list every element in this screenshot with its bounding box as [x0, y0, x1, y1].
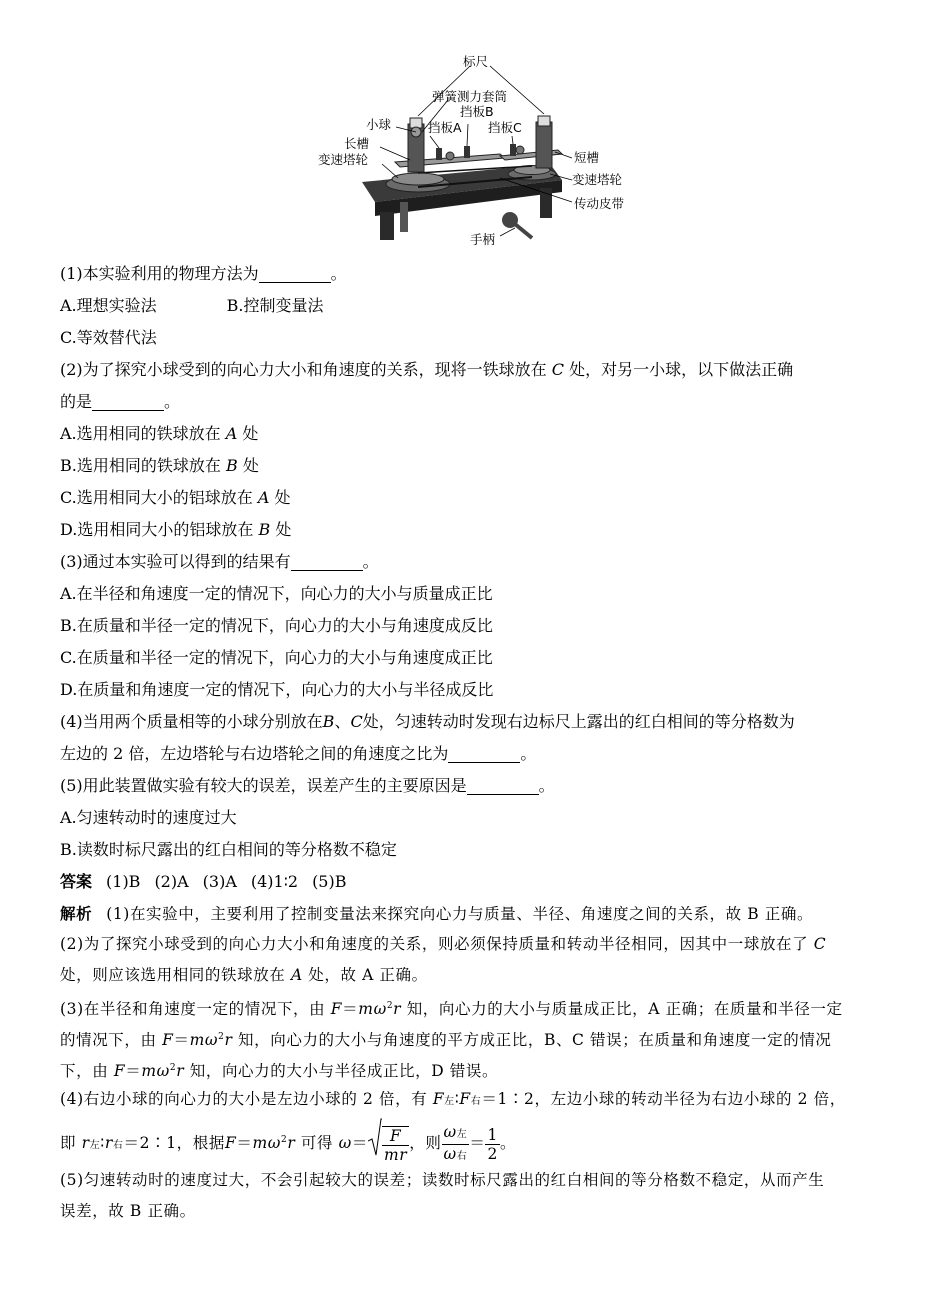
document-body [60, 258, 892, 1227]
q1-option-c: C.等效替代法 [60, 328, 157, 347]
q5-option-a: A.匀速转动时的速度过大 [60, 808, 237, 827]
q3-option-b: B.在质量和半径一定的情况下，向心力的大小与角速度成反比 [60, 616, 493, 635]
q1-stem: (1)本实验利用的物理方法为 。 [60, 264, 347, 283]
q2-option-d: D.选用相同大小的铝球放在 B 处 [60, 520, 292, 539]
q3-stem: (3)通过本实验可以得到的结果有 。 [60, 552, 379, 571]
sqrt-expression: $\frac{F}{mr}$ [368, 1119, 409, 1169]
label-bianshu-left: 变速塔轮 [318, 152, 369, 167]
analysis-p5-cont: 误差，故 B 正确。 [60, 1202, 196, 1220]
analysis-p1: 解析 (1)在实验中，主要利用了控制变量法来探究向心力与质量、半径、角速度之间的关系，故 B 正确。 [60, 904, 814, 923]
analysis-p3-cont2: 下，由 $F=m\omega^2r$ 知，向心力的大小与半径成正比，D 错误。 [60, 1062, 499, 1080]
q2-option-b: B.选用相同的铁球放在 B 处 [60, 456, 259, 475]
label-dangban-c: 挡板C [488, 120, 522, 135]
q4-stem-cont: 左边的 2 倍，左边塔轮与右边塔轮之间的角速度之比为 。 [60, 744, 537, 763]
label-dangban-b: 挡板B [460, 104, 494, 119]
q3-option-c: C.在质量和半径一定的情况下，向心力的大小与角速度成正比 [60, 648, 493, 667]
analysis-p3: (3)在半径和角速度一定的情况下，由 $F=m\omega^2r$ 知，向心力的大小与质量成正比，A 正确；在质量和半径一定 [60, 1000, 843, 1018]
label-duancao: 短槽 [574, 150, 600, 165]
answer-blank [448, 744, 520, 763]
q1-options-ab: A.理想实验法 B.控制变量法 [60, 296, 324, 315]
q2-option-a: A.选用相同的铁球放在 A 处 [60, 424, 259, 443]
label-shoubing: 手柄 [470, 232, 496, 247]
answer-blank [467, 776, 539, 795]
centripetal-force-apparatus-figure [300, 52, 650, 252]
analysis-p2-cont: 处，则应该选用相同的铁球放在 A 处，故 A 正确。 [60, 966, 428, 984]
answer-blank [92, 392, 164, 411]
label-taotong: 弹簧测力套筒 [432, 89, 508, 104]
label-changcao: 长槽 [344, 136, 370, 151]
q2-stem: (2)为了探究小球受到的向心力大小和角速度的关系，现将一铁球放在 C 处，对另一小球，以下做法正确 [60, 360, 794, 379]
q5-option-b: B.读数时标尺露出的红白相间的等分格数不稳定 [60, 840, 397, 859]
answer-line: 答案 (1)B (2)A (3)A (4)1∶2 (5)B [60, 872, 347, 891]
analysis-p3-cont: 的情况下，由 $F=m\omega^2r$ 知，向心力的大小与角速度的平方成正比，B、C 错误；在质量和角速度一定的情况 [60, 1031, 832, 1049]
q3-option-a: A.在半径和角速度一定的情况下，向心力的大小与质量成正比 [60, 584, 493, 603]
q2-stem-cont: 的是 。 [60, 392, 181, 411]
q4-stem: (4)当用两个质量相等的小球分别放在B、C处，匀速转动时发现右边标尺上露出的红白相间的等分格数为 [60, 712, 795, 731]
q2-option-c: C.选用相同大小的铝球放在 A 处 [60, 488, 291, 507]
label-dangban-a: 挡板A [428, 120, 462, 135]
label-pidai: 传动皮带 [574, 196, 625, 211]
q3-option-d: D.在质量和角速度一定的情况下，向心力的大小与半径成反比 [60, 680, 494, 699]
analysis-p2: (2)为了探究小球受到的向心力大小和角速度的关系，则必须保持质量和转动半径相同，因其中一球放在了 C [60, 935, 827, 953]
analysis-p4-math: 即 r左∶r右＝2∶1，根据$F=m\omega^2r$ 可得 ω＝ $\frac{F}{mr}$ ，则 $\frac{\text{ω左}}{\text{ω右}}$ ＝ $\frac{1}{2}$ 。 [60, 1115, 892, 1165]
label-biaochi: 标尺 [463, 54, 489, 69]
label-bianshu-right: 变速塔轮 [572, 172, 623, 187]
answer-blank [259, 264, 331, 283]
label-xiaoqiu: 小球 [366, 117, 392, 132]
analysis-p4: (4)右边小球的向心力的大小是左边小球的 2 倍，有 F左∶F右＝1∶2，左边小球的转动半径为右边小球的 2 倍， [60, 1090, 846, 1108]
q5-stem: (5)用此装置做实验有较大的误差，误差产生的主要原因是 。 [60, 776, 555, 795]
analysis-p5: (5)匀速转动时的速度过大，不会引起较大的误差；读数时标尺露出的红白相间的等分格数不稳定，从而产生 [60, 1171, 825, 1189]
answer-blank [291, 552, 363, 571]
